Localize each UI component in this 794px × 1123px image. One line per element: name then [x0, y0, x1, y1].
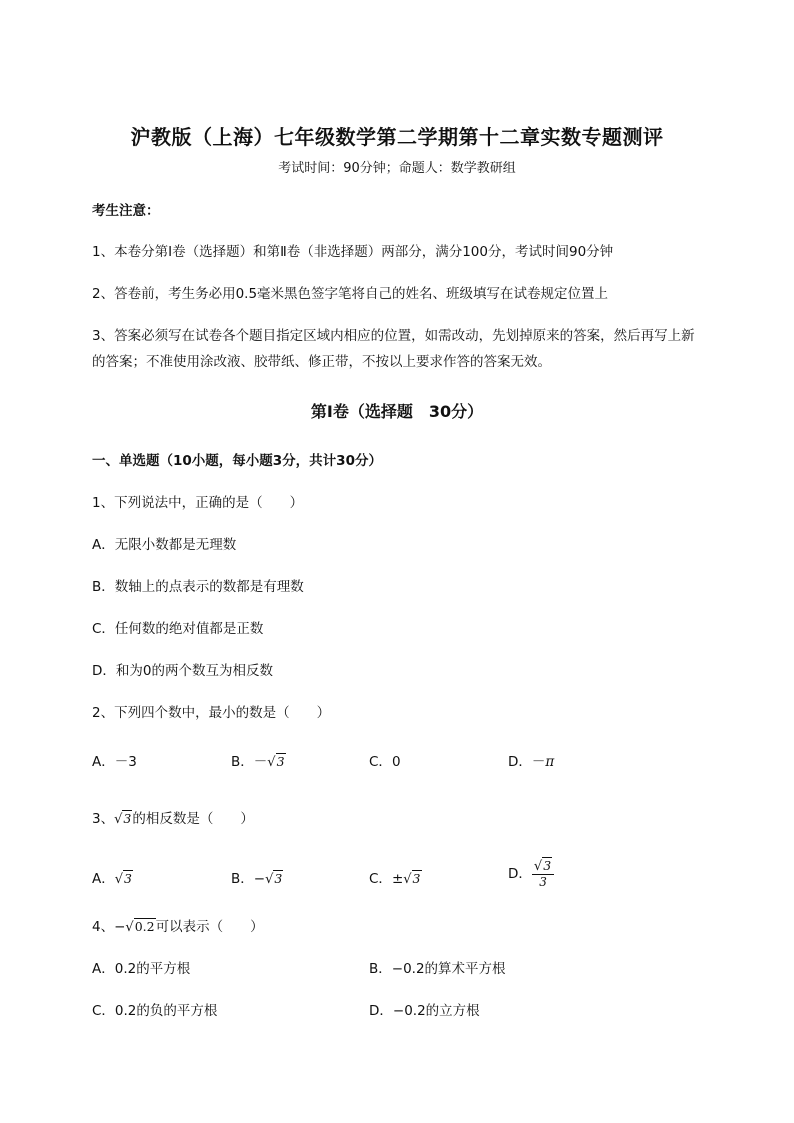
exam-subtitle: 考试时间：90分钟；命题人：数学教研组 [278, 161, 516, 176]
question-1-option-a: A．无限小数都是无理数 [92, 537, 237, 553]
part-heading: 一、单选题（10小题，每小题3分，共计30分） [92, 453, 382, 469]
question-1-stem: 1、下列说法中，正确的是（ ） [92, 495, 304, 511]
sqrt-expression: √3 [267, 754, 285, 770]
question-2-stem: 2、下列四个数中，最小的数是（ ） [92, 705, 331, 721]
question-3-stem: 3、√3的相反数是（ ） [92, 811, 254, 827]
question-4-option-d: D．−0.2的立方根 [369, 1003, 480, 1019]
question-4-stem: 4、−√0.2可以表示（ ） [92, 919, 264, 935]
question-1-option-c: C．任何数的绝对值都是正数 [92, 621, 264, 637]
notice-item-3: 3、答案必须写在试卷各个题目指定区域内相应的位置，如需改动，先划掉原来的答案，然后再写上新 [92, 328, 695, 344]
notice-item-1: 1、本卷分第I卷（选择题）和第Ⅱ卷（非选择题）两部分，满分100分，考试时间90分钟 [92, 244, 614, 260]
notice-item-2: 2、答卷前，考生务必用0.5毫米黑色签字笔将自己的姓名、班级填写在试卷规定位置上 [92, 286, 609, 302]
fraction-expression: $\frac{√3}{3}$ [532, 858, 554, 890]
notice-heading: 考生注意： [92, 203, 160, 219]
sqrt-expression: √3 [403, 871, 421, 887]
sqrt-expression: √0.2 [125, 919, 155, 935]
sqrt-expression: √3 [114, 871, 132, 887]
question-2-option-c: C．0 [369, 754, 401, 770]
section-title: 第I卷（选择题 30分） [310, 402, 484, 421]
question-1-option-b: B．数轴上的点表示的数都是有理数 [92, 579, 304, 595]
question-3-option-d: D． $\frac{√3}{3}$ [508, 858, 554, 890]
sqrt-expression: √3 [265, 871, 283, 887]
question-3-option-a: A．√3 [92, 871, 132, 887]
question-3-option-c: C．±√3 [369, 871, 421, 887]
question-1-option-d: D．和为0的两个数互为相反数 [92, 663, 273, 679]
question-2-option-a: A．－3 [92, 754, 137, 770]
notice-item-3-cont: 的答案；不准使用涂改液、胶带纸、修正带，不按以上要求作答的答案无效。 [92, 354, 551, 370]
question-4-option-c: C．0.2的负的平方根 [92, 1003, 218, 1019]
question-4-option-a: A．0.2的平方根 [92, 961, 191, 977]
question-4-option-b: B．−0.2的算术平方根 [369, 961, 506, 977]
exam-title: 沪教版（上海）七年级数学第二学期第十二章实数专题测评 [130, 125, 664, 149]
question-2-option-d: D．－π [508, 754, 555, 770]
question-2-option-b: B．－√3 [231, 754, 285, 770]
question-3-option-b: B．−√3 [231, 871, 283, 887]
sqrt-expression: √3 [114, 811, 132, 827]
